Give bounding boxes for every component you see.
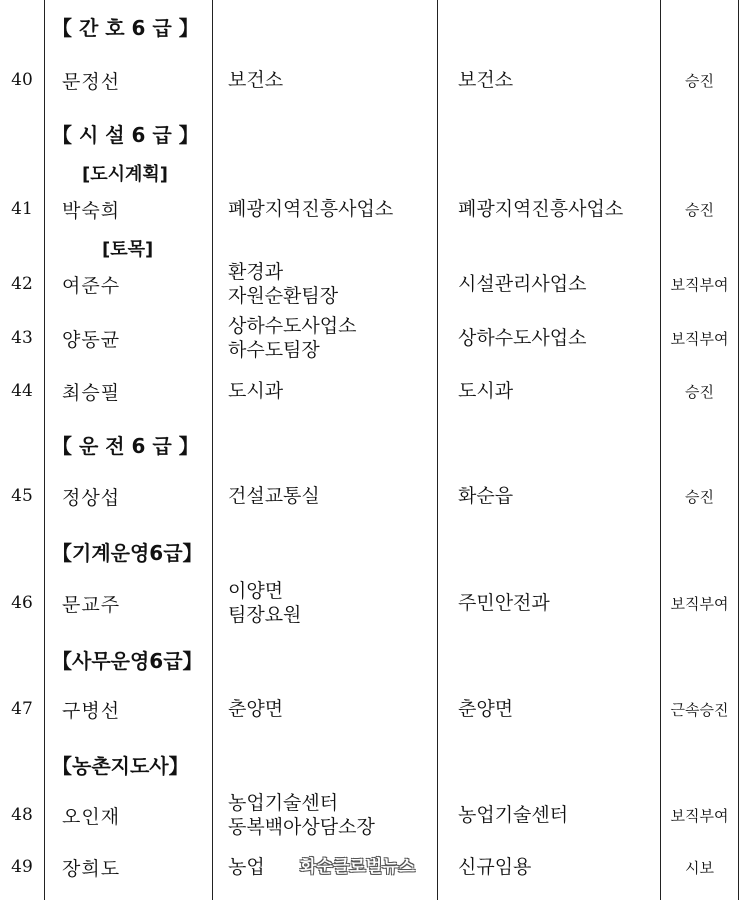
section-header: 【 시 설 6 급 】 [52,123,199,147]
row-number: 49 [11,857,33,877]
row-name [62,789,194,841]
row-number: 43 [11,328,33,348]
row-new-post [458,683,646,735]
row-note: 보직부여 [670,594,729,613]
grid-line [660,0,661,900]
name-text: 박숙희 [62,199,121,222]
row-note: 승진 [685,71,714,90]
row-name [62,577,194,629]
row-note: 보직부여 [670,806,729,825]
section-subheader: [토목] [102,239,154,260]
row-name [62,54,194,106]
name-text: 문정선 [62,70,121,93]
row-name [62,841,194,893]
row-name [62,258,194,310]
row-note: 근속승진 [670,700,729,719]
row-number: 45 [11,486,33,506]
section-subheader: [도시계획] [82,164,169,185]
row-previous-post-line: 자원순환팀장 [228,285,339,307]
row-new-post-line: 시설관리사업소 [458,273,587,295]
name-text: 문교주 [62,593,121,616]
row-name [62,183,194,235]
row-previous-post [228,365,426,417]
grid-line [44,0,45,900]
row-new-post [458,365,646,417]
row-new-post-line: 화순읍 [458,485,514,507]
row-number: 46 [11,593,33,613]
row-note: 보직부여 [670,275,729,294]
row-number: 44 [11,381,33,401]
row-previous-post-line: 건설교통실 [228,485,320,507]
row-previous-post-line: 도시과 [228,380,284,402]
row-new-post [458,258,646,310]
row-previous-post-line: 농업 [228,856,265,878]
row-name [62,365,194,417]
section-header: 【농촌지도사】 [52,754,189,778]
name-text: 구병선 [62,699,121,722]
grid-line [437,0,438,900]
row-previous-post-line: 동복백아상담소장 [228,816,375,838]
row-previous-post [228,577,426,629]
name-text: 최승필 [62,381,121,404]
row-number: 47 [11,699,33,719]
watermark: 화순클로벌뉴스 [300,857,415,877]
row-new-post-line: 농업기술센터 [458,804,569,826]
row-previous-post-line: 상하수도사업소 [228,315,357,337]
row-number: 48 [11,805,33,825]
row-previous-post [228,54,426,106]
row-new-post [458,183,646,235]
row-new-post [458,312,646,364]
row-number: 40 [11,70,33,90]
row-new-post [458,841,646,893]
grid-line [738,0,739,900]
row-previous-post-line: 환경과 [228,261,284,283]
row-new-post-line: 폐광지역진흥사업소 [458,198,624,220]
row-new-post [458,789,646,841]
row-name [62,683,194,735]
row-new-post-line: 도시과 [458,380,514,402]
row-previous-post [228,841,308,893]
row-name [62,470,194,522]
row-note: 승진 [685,382,714,401]
name-text: 오인재 [62,805,121,828]
row-note: 승진 [685,487,714,506]
row-new-post-line: 춘양면 [458,698,514,720]
section-header: 【기계운영6급】 [52,541,203,565]
section-header: 【사무운영6급】 [52,649,203,673]
row-new-post [458,470,646,522]
row-new-post [458,577,646,629]
row-previous-post [228,183,426,235]
name-text: 양동균 [62,328,121,351]
row-previous-post-line: 보건소 [228,69,284,91]
row-previous-post [228,312,426,364]
row-note: 승진 [685,200,714,219]
row-note: 보직부여 [670,329,729,348]
row-previous-post-line: 팀장요원 [228,604,302,626]
row-number: 41 [11,199,33,219]
row-number: 42 [11,274,33,294]
row-previous-post-line: 폐광지역진흥사업소 [228,198,394,220]
row-new-post-line: 보건소 [458,69,514,91]
row-new-post [458,54,646,106]
row-name [62,312,194,364]
row-previous-post-line: 춘양면 [228,698,284,720]
row-previous-post-line: 농업기술센터 [228,792,339,814]
grid-line [212,0,213,900]
name-text: 장희도 [62,857,121,880]
row-previous-post-line: 하수도팀장 [228,339,320,361]
name-text: 정상섭 [62,486,121,509]
row-new-post-line: 주민안전과 [458,592,550,614]
row-note: 시보 [685,858,714,877]
row-previous-post [228,258,426,310]
section-header: 【 운 전 6 급 】 [52,434,199,458]
row-previous-post-line: 이양면 [228,580,284,602]
row-previous-post [228,470,426,522]
name-text: 여준수 [62,274,121,297]
row-new-post-line: 상하수도사업소 [458,327,587,349]
row-previous-post [228,789,426,841]
section-header: 【 간 호 6 급 】 [52,16,199,40]
row-previous-post [228,683,426,735]
row-new-post-line: 신규임용 [458,856,532,878]
